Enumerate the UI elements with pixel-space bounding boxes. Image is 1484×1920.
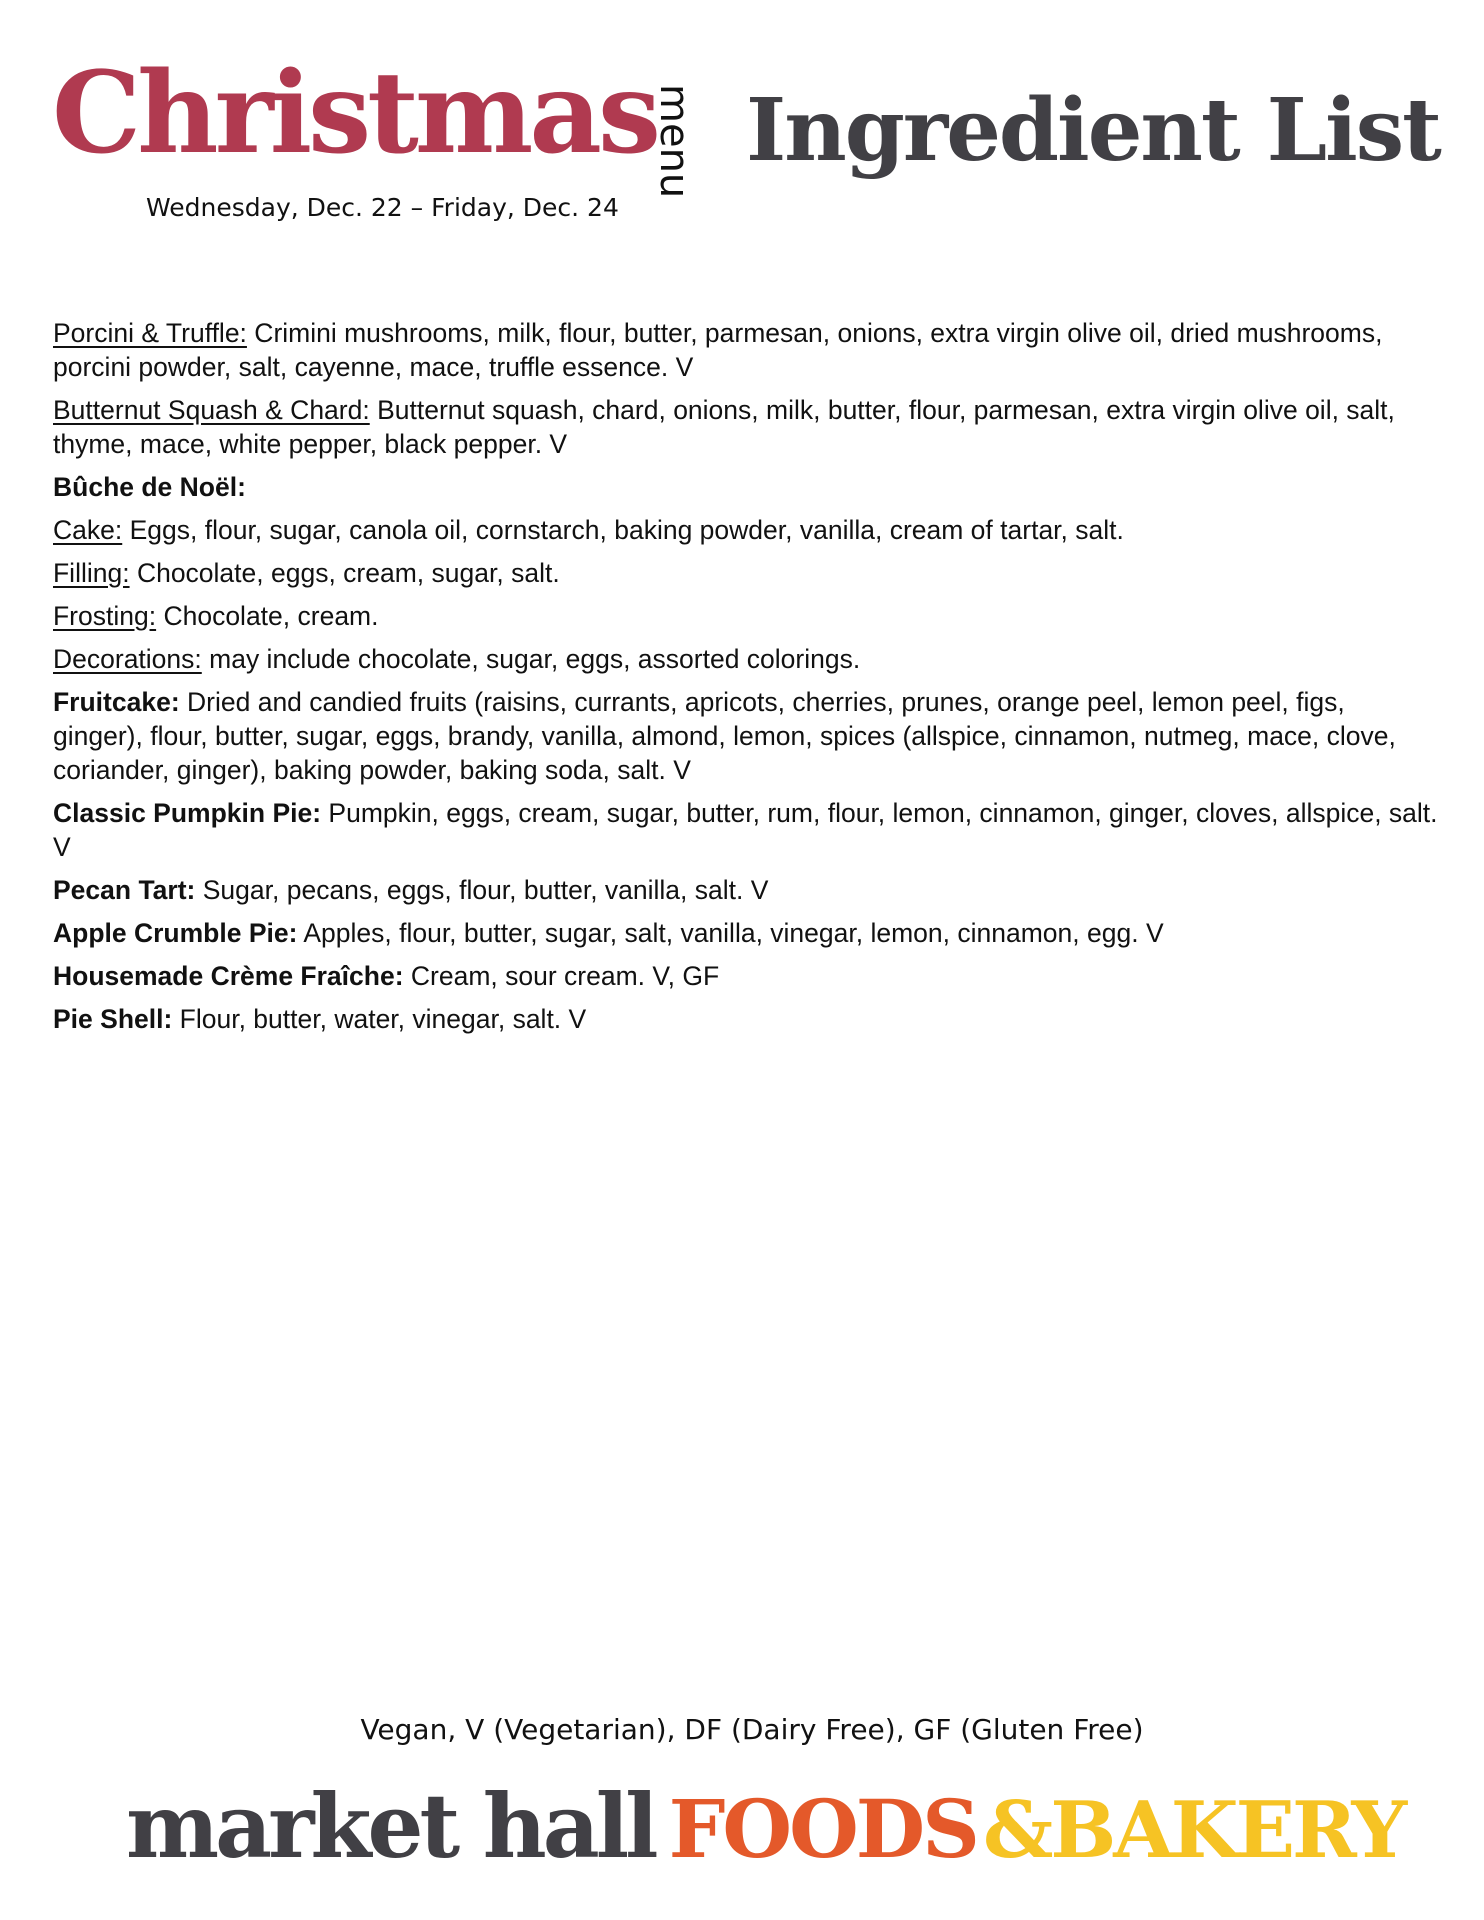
- christmas-title: Christmas: [52, 48, 658, 179]
- logo-bakery: &BAKERY: [982, 1785, 1405, 1876]
- logo-market-hall: market hall: [126, 1774, 655, 1878]
- entry-fruitcake: [53, 685, 1438, 787]
- entry-text: Flour, butter, water, vinegar, salt. V: [172, 1004, 587, 1034]
- entry-label: Apple Crumble Pie:: [53, 918, 298, 948]
- entry-text: Crimini mushrooms, milk, flour, butter, parmesan, onions, extra virgin olive oil, dried mushrooms, porcini powder, salt, cayenne, mace, truffle essence. V: [53, 318, 1383, 382]
- entry-cake: [53, 513, 1438, 547]
- entry-porcini-truffle: [53, 316, 1438, 384]
- entry-text: Sugar, pecans, eggs, flour, butter, vanilla, salt. V: [195, 875, 769, 905]
- entry-pie-shell: [53, 1002, 1438, 1036]
- entry-butternut-squash-chard: [53, 393, 1438, 461]
- entry-label: Pecan Tart:: [53, 875, 196, 905]
- entry-text: Apples, flour, butter, sugar, salt, vanilla, vinegar, lemon, cinnamon, egg. V: [297, 918, 1164, 948]
- page-title: Ingredient List: [746, 80, 1440, 181]
- entry-text: Pumpkin, eggs, cream, sugar, butter, rum, flour, lemon, cinnamon, ginger, cloves, allspice, salt. V: [53, 798, 1438, 862]
- entry-label: Filling:: [53, 558, 130, 588]
- entry-text: Cream, sour cream. V, GF: [403, 961, 720, 991]
- entry-filling: [53, 556, 1438, 590]
- menu-dates: Wednesday, Dec. 22 – Friday, Dec. 24: [146, 193, 619, 222]
- entry-decorations: [53, 642, 1438, 676]
- market-hall-logo: [126, 1774, 1405, 1878]
- entry-text: Butternut squash, chard, onions, milk, butter, flour, parmesan, extra virgin olive oil, salt, thyme, mace, white pepper, black pepper. V: [53, 395, 1395, 459]
- entry-label: Fruitcake:: [53, 687, 180, 717]
- entry-label: Pie Shell:: [53, 1004, 173, 1034]
- entry-classic-pumpkin-pie: [53, 796, 1438, 864]
- entry-label: Frosting:: [53, 601, 157, 631]
- dietary-legend: Vegan, V (Vegetarian), DF (Dairy Free), GF (Gluten Free): [360, 1713, 1144, 1746]
- entry-label: Butternut Squash & Chard:: [53, 395, 370, 425]
- menu-vertical-label: menu: [651, 84, 697, 199]
- entry-text: Chocolate, eggs, cream, sugar, salt.: [129, 558, 560, 588]
- entry-pecan-tart: [53, 873, 1438, 907]
- entry-text: Dried and candied fruits (raisins, currants, apricots, cherries, prunes, orange peel, lemon peel, figs, ginger), flour, butter, sugar, eggs, brandy, vanilla, almond, lemon, spices (allspice, cinnamon, nutmeg, mace, clove, coriander, ginger), baking powder, baking soda, salt. V: [53, 687, 1396, 785]
- entry-frosting: [53, 599, 1438, 633]
- logo-foods: FOODS: [668, 1782, 977, 1876]
- menu-vertical-label-wrap: [652, 84, 696, 224]
- entry-label: Housemade Crème Fraîche:: [53, 961, 404, 991]
- ingredient-list: [53, 316, 1438, 1045]
- entry-label: Bûche de Noël:: [53, 472, 246, 502]
- entry-label: Porcini & Truffle:: [53, 318, 247, 348]
- entry-label: Decorations:: [53, 644, 202, 674]
- entry-housemade-creme-fraiche: [53, 959, 1438, 993]
- entry-text: Eggs, flour, sugar, canola oil, cornstarch, baking powder, vanilla, cream of tartar, salt.: [122, 515, 1124, 545]
- entry-label: Cake:: [53, 515, 123, 545]
- entry-apple-crumble-pie: [53, 916, 1438, 950]
- entry-label: Classic Pumpkin Pie:: [53, 798, 322, 828]
- entry-text: may include chocolate, sugar, eggs, assorted colorings.: [201, 644, 861, 674]
- entry-text: Chocolate, cream.: [156, 601, 379, 631]
- entry-buche-de-noel: [53, 470, 1438, 504]
